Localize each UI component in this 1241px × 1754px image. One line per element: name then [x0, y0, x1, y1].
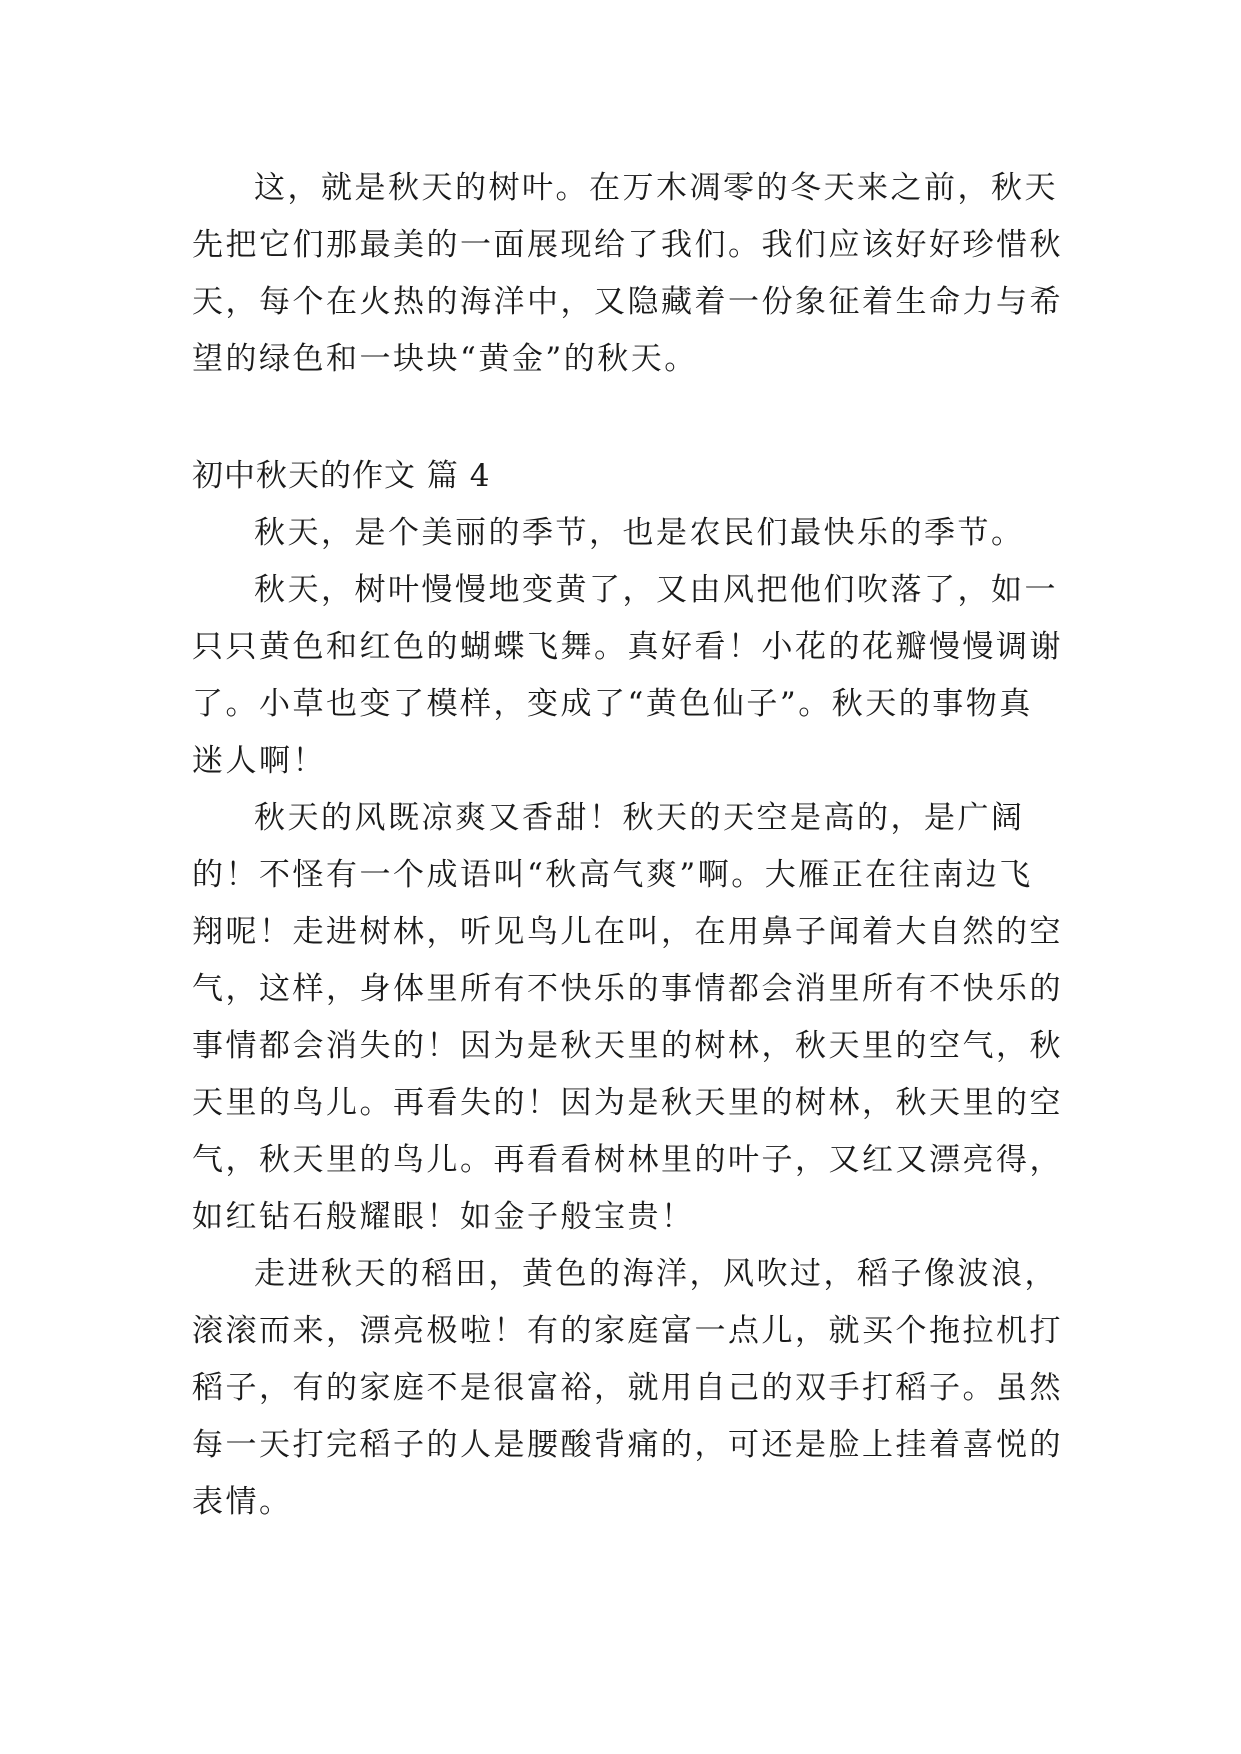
text-line: 走进秋天的稻田，黄色的海洋，风吹过，稻子像波浪， — [254, 1256, 1058, 1292]
text-line: 表情。 — [192, 1484, 293, 1520]
text-line: 秋天，树叶慢慢地变黄了，又由风把他们吹落了，如一 — [254, 572, 1058, 608]
section-heading: 初中秋天的作文 篇 4 — [192, 458, 491, 494]
text-line: 这，就是秋天的树叶。在万木凋零的冬天来之前，秋天 — [254, 170, 1058, 206]
text-line: 的！不怪有一个成语叫“秋高气爽”啊。大雁正在往南边飞 — [192, 857, 1033, 893]
text-line: 事情都会消失的！因为是秋天里的树林，秋天里的空气，秋 — [192, 1028, 1063, 1064]
text-line: 翔呢！走进树林，听见鸟儿在叫，在用鼻子闻着大自然的空 — [192, 914, 1063, 950]
text-line: 气，这样，身体里所有不快乐的事情都会消里所有不快乐的 — [192, 971, 1063, 1007]
text-line: 秋天的风既凉爽又香甜！秋天的天空是高的，是广阔 — [254, 800, 1025, 836]
text-line: 了。小草也变了模样，变成了“黄色仙子”。秋天的事物真 — [192, 686, 1033, 722]
text-line: 天里的鸟儿。再看失的！因为是秋天里的树林，秋天里的空 — [192, 1085, 1063, 1121]
text-line: 望的绿色和一块块“黄金”的秋天。 — [192, 341, 698, 377]
text-line: 滚滚而来，漂亮极啦！有的家庭富一点儿，就买个拖拉机打 — [192, 1313, 1063, 1349]
text-line: 气，秋天里的鸟儿。再看看树林里的叶子，又红又漂亮得， — [192, 1142, 1063, 1178]
text-line: 只只黄色和红色的蝴蝶飞舞。真好看！小花的花瓣慢慢调谢 — [192, 629, 1063, 665]
text-line: 迷人啊！ — [192, 743, 326, 779]
text-line: 每一天打完稻子的人是腰酸背痛的，可还是脸上挂着喜悦的 — [192, 1427, 1063, 1463]
text-line: 天，每个在火热的海洋中，又隐藏着一份象征着生命力与希 — [192, 284, 1063, 320]
text-line: 稻子，有的家庭不是很富裕，就用自己的双手打稻子。虽然 — [192, 1370, 1063, 1406]
text-line: 秋天，是个美丽的季节，也是农民们最快乐的季节。 — [254, 515, 1025, 551]
text-line: 如红钻石般耀眼！如金子般宝贵！ — [192, 1199, 695, 1235]
text-line: 先把它们那最美的一面展现给了我们。我们应该好好珍惜秋 — [192, 227, 1063, 263]
